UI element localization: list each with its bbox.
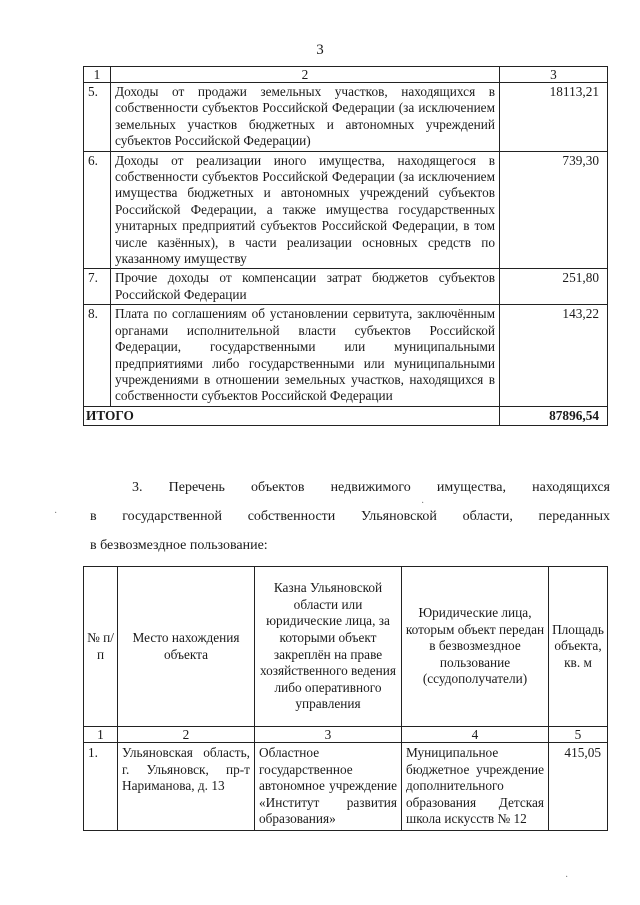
scan-speck: · (54, 508, 58, 519)
row-description: Плата по соглашениям об установлении сервитута, заключённым органами исполнительной власти субъектов Российской Федерации, государственными или муниципальными предприятиями либо государственными или муниципальными учреждениями в отношении земельных участков, находящихся в собственности субъектов Российской Федерации (111, 305, 500, 406)
header-area: Площадь объекта, кв. м (549, 567, 608, 727)
row-value: 251,80 (500, 269, 608, 305)
property-holder: Областное государственное автономное учреждение «Институт развития образования» (255, 743, 402, 831)
col-number-5: 5 (549, 727, 608, 743)
row-description: Доходы от продажи земельных участков, находящихся в собственности субъектов Российской Федерации (за исключением земельных участков бюджетных и автономных учреждений субъектов Российской Федерации) (111, 83, 500, 152)
row-value: 143,22 (500, 305, 608, 406)
col-number-2: 2 (118, 727, 255, 743)
header-number: № п/п (84, 567, 118, 727)
col-number-4: 4 (402, 727, 549, 743)
section-3-line-3: в безвозмездное пользование: (90, 538, 268, 553)
header-holder: Казна Ульяновской области или юридические лица, за которыми объект закреплён на праве хозяйственного ведения либо оперативного управления (255, 567, 402, 727)
revenue-total-row (84, 406, 608, 425)
col-number-1: 1 (84, 727, 118, 743)
row-value: 739,30 (500, 151, 608, 269)
revenue-row-6 (84, 151, 608, 269)
property-table (83, 566, 608, 831)
col-number-3: 3 (255, 727, 402, 743)
row-number: 7. (84, 269, 111, 305)
revenue-row-8 (84, 305, 608, 406)
row-value: 18113,21 (500, 83, 608, 152)
revenue-table (83, 66, 608, 426)
scan-speck: · (421, 498, 425, 509)
property-number: 1. (84, 743, 118, 831)
property-location: Ульяновская область, г. Ульяновск, пр-т Нариманова, д. 13 (118, 743, 255, 831)
section-3-line-2: в государственной собственности Ульяновской области, переданных (90, 509, 610, 524)
page-number: 3 (316, 42, 324, 58)
row-number: 8. (84, 305, 111, 406)
row-description: Доходы от реализации иного имущества, находящегося в собственности субъектов Российской Федерации (за исключением имущества бюджетных и автономных учреждений субъектов Российской Федерации, а также имущества государственных унитарных предприятий субъектов Российской Федерации, в том числе казённых), в части реализации основных средств по указанному имуществу (111, 151, 500, 269)
property-table-header-row (84, 567, 608, 727)
row-number: 6. (84, 151, 111, 269)
revenue-table-header-row (84, 67, 608, 83)
revenue-row-5 (84, 83, 608, 152)
section-3-line-1: 3. Перечень объектов недвижимого имущества, находящихся (132, 480, 610, 495)
revenue-col-2-header: 2 (111, 67, 500, 83)
property-area: 415,05 (549, 743, 608, 831)
revenue-row-7 (84, 269, 608, 305)
row-description: Прочие доходы от компенсации затрат бюджетов субъектов Российской Федерации (111, 269, 500, 305)
header-recipient: Юридические лица, которым объект передан в безвозмездное пользование (ссудополучатели) (402, 567, 549, 727)
row-number: 5. (84, 83, 111, 152)
total-value: 87896,54 (500, 406, 608, 425)
revenue-col-3-header: 3 (500, 67, 608, 83)
total-label: ИТОГО (84, 406, 500, 425)
revenue-col-1-header: 1 (84, 67, 111, 83)
property-table-number-row (84, 727, 608, 743)
header-location: Место нахождения объекта (118, 567, 255, 727)
scan-speck: · (565, 872, 569, 883)
property-row-1 (84, 743, 608, 831)
property-recipient: Муниципальное бюджетное учреждение дополнительного образования Детская школа искусств № 12 (402, 743, 549, 831)
